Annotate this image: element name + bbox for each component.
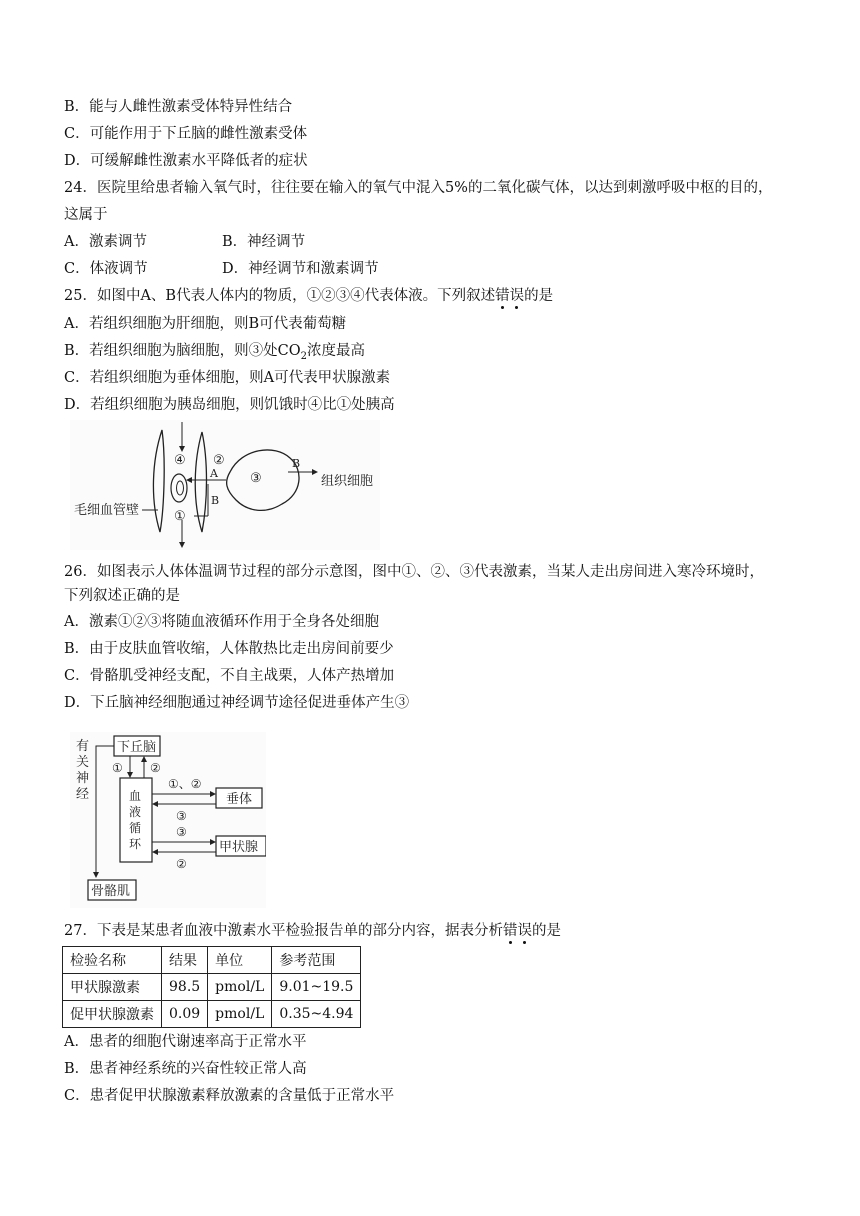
q25-emphasis-1: 错 xyxy=(495,288,510,304)
table-header-cell: 参考范围 xyxy=(272,947,361,974)
table-row xyxy=(63,974,361,1001)
q24-options-row1 xyxy=(64,232,764,252)
fig25-tissue-cell-label: 组织细胞 xyxy=(321,474,374,489)
table-header-row xyxy=(63,947,361,974)
q27-stem-end: 的是 xyxy=(531,923,561,939)
q24-option-d: D．神经调节和激素调节 xyxy=(222,261,379,277)
fig26-pituitary: 垂体 xyxy=(226,792,253,807)
fig26-thyroid: 甲状腺 xyxy=(219,840,259,855)
table-cell: 98.5 xyxy=(162,974,208,1001)
q25-option-a: A．若组织细胞为肝细胞，则B可代表葡萄糖 xyxy=(64,316,347,332)
q26-stem-line1: 26．如图表示人体体温调节过程的部分示意图，图中①、②、③代表激素，当某人走出房间进入寒冷环境时， xyxy=(64,564,764,580)
q24-option-c: C．体液调节 xyxy=(64,261,148,277)
fig25-label-a: A xyxy=(210,467,218,480)
q25-emphasis-2: 误 xyxy=(509,288,525,304)
q26-option-d: D．下丘脑神经细胞通过神经调节途径促进垂体产生③ xyxy=(64,695,410,711)
q27-stem xyxy=(64,921,561,941)
q27-option-b: B．患者神经系统的兴奋性较正常人高 xyxy=(64,1061,307,1077)
fig26-muscle: 骨骼肌 xyxy=(91,884,131,899)
q27-stem-text: 27．下表是某患者血液中激素水平检验报告单的部分内容，据表分析 xyxy=(64,923,503,939)
q23-option-c: C．可能作用于下丘脑的雌性激素受体 xyxy=(64,126,308,142)
q25-option-b-text: B．若组织细胞为脑细胞，则③处CO xyxy=(64,343,301,359)
table-header-cell: 检验名称 xyxy=(63,947,162,974)
q23-option-b: B．能与人雌性激素受体特异性结合 xyxy=(64,99,293,115)
q25-option-b-end: 浓度最高 xyxy=(307,343,366,359)
fig26-blood-1: 血 xyxy=(129,789,142,803)
q26-option-c: C．骨骼肌受神经支配，不自主战栗，人体产热增加 xyxy=(64,668,395,684)
fig26-side-4: 经 xyxy=(76,787,90,802)
fig26-side-2: 关 xyxy=(76,755,90,770)
q26-thermoregulation-diagram xyxy=(70,732,266,908)
table-row xyxy=(63,1001,361,1028)
q25-option-b xyxy=(64,341,365,367)
fig25-label-b-right: B xyxy=(292,457,301,470)
table-cell: 9.01~19.5 xyxy=(272,974,361,1001)
q25-option-b-subscript: 2 xyxy=(300,350,308,362)
fig25-label-4: ④ xyxy=(174,453,186,468)
table-cell: 促甲状腺激素 xyxy=(63,1001,162,1028)
q25-option-d: D．若组织细胞为胰岛细胞，则饥饿时④比①处胰高 xyxy=(64,397,395,413)
table-cell: 0.09 xyxy=(162,1001,208,1028)
q27-option-a: A．患者的细胞代谢速率高于正常水平 xyxy=(64,1034,307,1050)
q26-option-b: B．由于皮肤血管收缩，人体散热比走出房间前要少 xyxy=(64,641,394,657)
fig26-blood-2: 液 xyxy=(129,805,142,819)
q24-option-b: B．神经调节 xyxy=(222,234,306,250)
fig25-label-b-left: B xyxy=(211,494,220,507)
hormone-report-table xyxy=(62,946,361,1028)
fig25-label-3: ③ xyxy=(250,471,262,486)
table-cell: pmol/L xyxy=(208,974,272,1001)
q27-emphasis-2: 误 xyxy=(517,923,532,939)
q25-stem-end: 的是 xyxy=(524,288,554,304)
q25-body-fluid-diagram xyxy=(70,420,380,550)
fig26-label-3b: ③ xyxy=(176,825,187,839)
fig26-label-1: ① xyxy=(112,761,123,775)
table-header-cell: 结果 xyxy=(162,947,208,974)
q25-option-c: C．若组织细胞为垂体细胞，则A可代表甲状腺激素 xyxy=(64,370,391,386)
fig26-side-3: 神 xyxy=(76,771,90,786)
q27-emphasis-1: 错 xyxy=(502,923,518,939)
q24-options-row2 xyxy=(64,259,764,279)
table-cell: 甲状腺激素 xyxy=(63,974,162,1001)
q24-option-a: A．激素调节 xyxy=(64,234,147,250)
table-cell: 0.35~4.94 xyxy=(272,1001,361,1028)
fig26-label-3a: ③ xyxy=(176,809,187,823)
q25-stem-text: 25．如图中A、B代表人体内的物质，①②③④代表体液。下列叙述 xyxy=(64,288,496,304)
q26-stem-line2: 下列叙述正确的是 xyxy=(64,588,180,604)
fig26-label-2: ② xyxy=(150,761,161,775)
q24-stem-line2: 这属于 xyxy=(64,207,108,223)
table-header-cell: 单位 xyxy=(208,947,272,974)
fig26-blood-4: 环 xyxy=(129,837,142,851)
fig26-hypothalamus: 下丘脑 xyxy=(117,740,157,755)
q24-stem-line1: 24．医院里给患者输入氧气时，往往要在输入的氧气中混入5%的二氧化碳气体，以达到刺激呼吸中枢的目的， xyxy=(64,180,773,196)
table-cell: pmol/L xyxy=(208,1001,272,1028)
fig26-side-1: 有 xyxy=(76,739,90,754)
fig26-label-12: ①、② xyxy=(168,777,202,791)
fig26-label-2b: ② xyxy=(176,857,187,871)
q27-option-c: C．患者促甲状腺激素释放激素的含量低于正常水平 xyxy=(64,1088,395,1104)
fig25-capillary-wall-label: 毛细血管壁 xyxy=(74,503,140,518)
fig25-label-1: ① xyxy=(174,509,186,524)
q26-option-a: A．激素①②③将随血液循环作用于全身各处细胞 xyxy=(64,614,379,630)
q23-option-d: D．可缓解雌性激素水平降低者的症状 xyxy=(64,153,308,169)
fig26-blood-3: 循 xyxy=(129,821,142,835)
fig25-label-2: ② xyxy=(213,453,225,468)
q25-stem xyxy=(64,286,553,306)
